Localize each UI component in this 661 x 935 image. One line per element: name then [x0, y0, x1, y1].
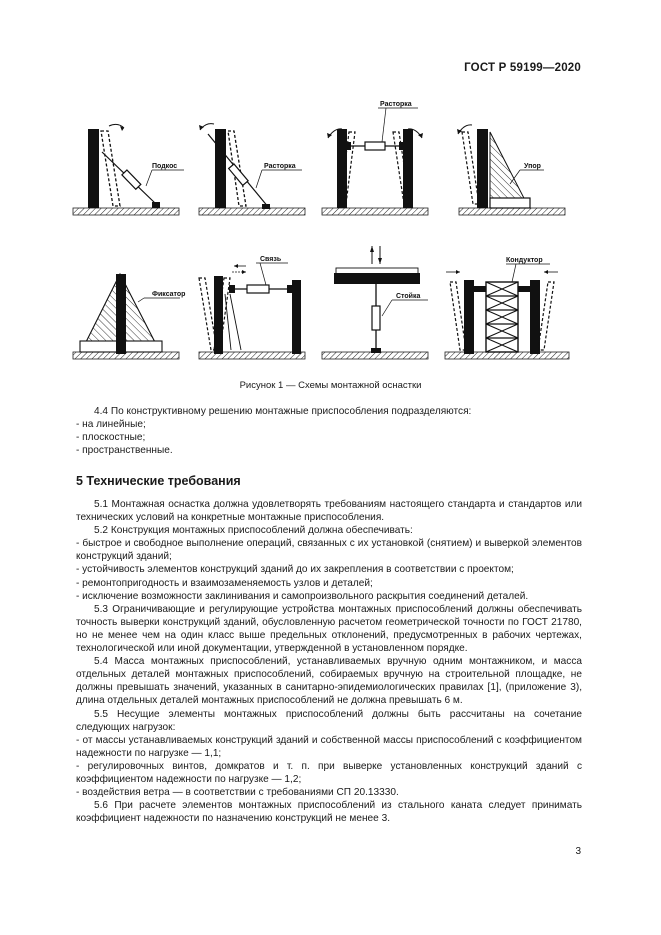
paragraph-5-4: 5.4 Масса монтажных приспособлений, устанавливаемых вручную одним монтажником, и масса отдельных деталей монтажных приспособлений, собираемых вручную на строительной площадке, не должны превышать значений, указанных в санитарно-эпидемиологических правилах [1], (приложение 3), длина отдельных деталей монтажных приспособлений не должна превышать 6 м. — [76, 656, 582, 707]
paragraph-5-5: 5.5 Несущие элементы монтажных приспособлений должны быть рассчитаны на сочетание следующих нагрузок: — [76, 708, 582, 733]
label-konduktor: Кондуктор — [506, 257, 543, 264]
list-item: - быстрое и свободное выполнение операций, связанных с их установкой (снятием) и выверкой элементов конструкций зданий; — [76, 538, 582, 563]
scheme-upor — [457, 125, 565, 215]
list-item: - от массы устанавливаемых конструкций зданий и собственной массы приспособлений с коэффициентом надежности по нагрузке — 1,1; — [76, 734, 582, 759]
scheme-stoyka — [322, 246, 428, 359]
label-rastorka-1: Расторка — [264, 163, 296, 170]
list-item: - устойчивость элементов конструкций зданий до их закрепления в соответствии с проектом; — [76, 564, 514, 576]
scheme-rastorka-1 — [199, 124, 305, 215]
list-item: - на линейные; — [76, 419, 146, 431]
list-item: - пространственные. — [76, 445, 173, 457]
scheme-rastorka-2 — [322, 101, 428, 215]
list-item: - регулировочных винтов, домкратов и т. п. при выверке установленных конструкций зданий с коэффициентом надежности по нагрузке — 1,2; — [76, 760, 582, 785]
list-item: - исключение возможности заклинивания и самопроизвольного раскрытия соединений деталей. — [76, 590, 529, 602]
label-rastorka-2: Расторка — [380, 101, 412, 108]
section-title: 5 Технические требования — [76, 474, 241, 488]
label-fiksator: Фиксатор — [152, 291, 186, 298]
paragraph-5-6: 5.6 При расчете элементов монтажных приспособлений из стального каната следует принимать коэффициент надежности по назначению конструкций не менее 3. — [76, 800, 582, 825]
figure-caption: Рисунок 1 — Схемы монтажной оснастки — [239, 380, 422, 391]
label-svyaz: Связь — [260, 256, 282, 263]
scheme-svyaz — [199, 256, 305, 359]
list-4-4 — [76, 405, 582, 457]
scheme-podkos — [73, 124, 184, 215]
paragraph-5-3: 5.3 Ограничивающие и регулирующие устройства монтажных приспособлений должны обеспечивать точность выверки конструкций зданий, обусловленную расчетом геометрической точности по ГОСТ 21780, но не менее чем на один класс выше предельных отклонений, предусмотренных в рабочих чертежах, технологической или иной документации, утвержденной в установленном порядке. — [76, 603, 582, 655]
paragraph-5-1: 5.1 Монтажная оснастка должна удовлетворять требованиям настоящего стандарта и стандартов или технических условий на конкретные монтажные приспособления. — [76, 499, 582, 524]
list-4-4-intro: 4.4 По конструктивному решению монтажные приспособления подразделяются: — [94, 406, 472, 417]
scheme-fiksator — [73, 274, 185, 359]
label-upor: Упор — [524, 163, 541, 170]
page-number: 3 — [575, 846, 581, 857]
section-5-body — [76, 498, 582, 825]
scheme-konduktor — [445, 257, 569, 359]
label-podkos: Подкос — [152, 163, 178, 170]
list-item: - воздействия ветра — в соответствии с требованиями СП 20.13330. — [76, 787, 399, 799]
list-item: - плоскостные; — [76, 432, 146, 444]
list-item: - ремонтопригодность и взаимозаменяемость узлов и деталей; — [76, 577, 373, 589]
label-stoyka: Стойка — [396, 293, 421, 300]
figure-mounting-schemes — [66, 96, 596, 376]
paragraph-5-2: 5.2 Конструкция монтажных приспособлений должна обеспечивать: — [94, 525, 413, 537]
document-code: ГОСТ Р 59199—2020 — [464, 62, 581, 74]
